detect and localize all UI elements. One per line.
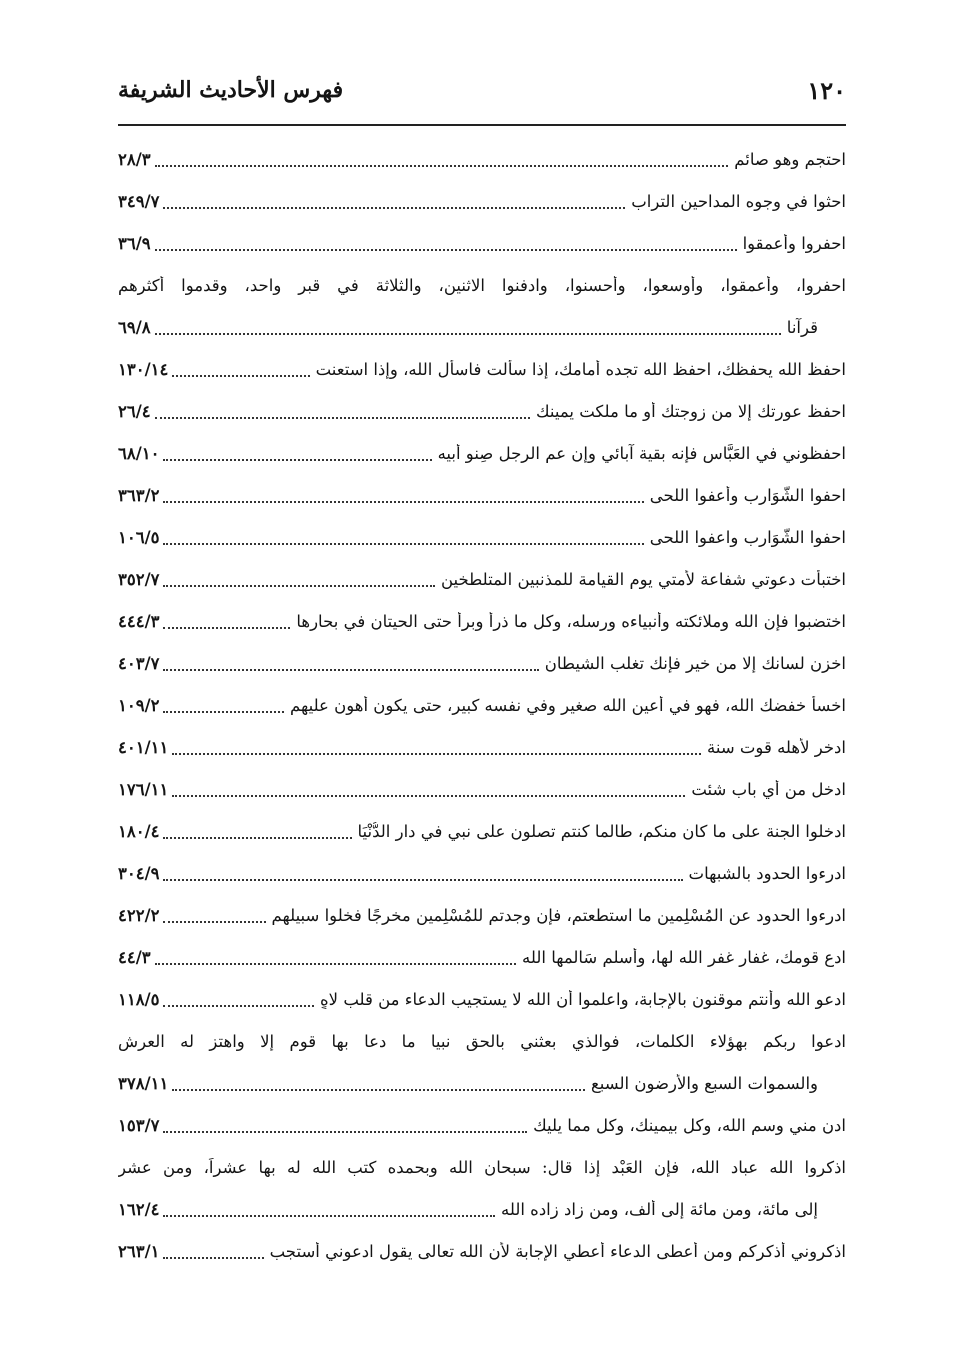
entry-reference: ١٧٦/١١	[118, 779, 169, 799]
dot-leader	[163, 987, 314, 1007]
entry-text: اخسأ خفضك الله، فهو في أعين الله صغير وفي نفسه كبير، حتى يكون أهون عليهم	[290, 695, 846, 715]
entry-text: ادخر لأهله قوت سنة	[707, 737, 846, 757]
dot-leader	[172, 1071, 585, 1091]
dot-leader	[155, 945, 516, 965]
index-entry	[118, 432, 846, 474]
entry-reference: ١٣٠/١٤	[118, 359, 169, 379]
dot-leader	[163, 903, 265, 923]
entry-text: احثوا في وجوه المداحين التراب	[631, 191, 846, 211]
dot-leader	[163, 861, 682, 881]
entry-text: احفظوني في العَبَّاس فإنه بقية آبائي وإن عم الرجل صِنو أبيه	[437, 443, 846, 463]
index-entry	[118, 642, 846, 684]
entry-reference: ٦٩/٨	[118, 317, 151, 337]
dot-leader	[172, 357, 309, 377]
dot-leader	[155, 231, 737, 251]
entry-text: ادن مني وسم الله، وكل بيمينك، وكل مما يليك	[533, 1115, 846, 1135]
page-header	[118, 62, 846, 118]
index-entry	[118, 138, 846, 180]
index-entry	[118, 558, 846, 600]
dot-leader	[163, 819, 351, 839]
dot-leader	[163, 1239, 263, 1259]
index-entry-continuation	[118, 1062, 846, 1104]
dot-leader	[155, 147, 729, 167]
entry-text: اذكروني أذكركم ومن أعطى الدعاء أعطي الإجابة لأن الله تعالى يقول ادعوني أستجب	[269, 1241, 846, 1261]
entry-text: ادخل من أي باب شئت	[691, 779, 846, 799]
index-entry	[118, 852, 846, 894]
entry-reference: ٣٧٨/١١	[118, 1073, 169, 1093]
index-entry	[118, 1104, 846, 1146]
dot-leader	[172, 777, 685, 797]
entry-text: ادرءوا الحدود بالشبهات	[688, 863, 846, 883]
page-number: ١٢٠	[807, 75, 846, 105]
index-entry	[118, 600, 846, 642]
entry-reference: ٤٢٢/٢	[118, 905, 160, 925]
entry-text: ادعو الله وأنتم موقنون بالإجابة، واعلموا أن الله لا يستجيب الدعاء من قلب لاهٍ	[320, 989, 846, 1009]
index-entry	[118, 1230, 846, 1272]
entry-text: اختضبوا فإن الله وملائكته وأنبياءه ورسله، وكل ما ذرأ وبرأ حتى الحيتان في بحارها	[296, 611, 846, 631]
entry-text: احفظ عورتك إلا من زوجتك أو ما ملكت يمينك	[535, 401, 846, 421]
index-entry	[118, 978, 846, 1020]
header-rule	[118, 124, 846, 126]
entry-reference: ٣٦٣/٢	[118, 485, 160, 505]
index-entry	[118, 180, 846, 222]
dot-leader	[163, 441, 431, 461]
dot-leader	[163, 189, 625, 209]
index-entry-continuation	[118, 306, 846, 348]
dot-leader	[163, 567, 434, 587]
index-entry	[118, 1020, 846, 1062]
dot-leader	[163, 1113, 527, 1133]
entry-text: ادرءوا الحدود عن المُسْلِمين ما استطعتم، فإن وجدتم للمُسْلِمين مخرجًا فخلوا سبيلهم	[271, 905, 846, 925]
index-entry	[118, 684, 846, 726]
entry-reference: ٤٠١/١١	[118, 737, 169, 757]
entry-reference: ١٨٠/٤	[118, 821, 160, 841]
entry-text: ادخلوا الجنة على ما كان منكم، طالما كنتم تصلون على نبي في دار الدُّنْيَا	[357, 821, 846, 841]
entry-text: اذكروا الله عباد الله، فإن العَبْد إذا قال: سبحان الله وبحمده كتب الله له بها عشراً، ومن عشر	[118, 1157, 846, 1177]
entry-text: احفظ الله يحفظك، احفظ الله تجده أمامك، إذا سألت فاسأل الله، وإذا استعنت	[315, 359, 846, 379]
page-title: فهرس الأحاديث الشريفة	[118, 77, 344, 103]
entry-reference: ٣٠٤/٩	[118, 863, 160, 883]
index-entry	[118, 474, 846, 516]
dot-leader	[163, 693, 284, 713]
dot-leader	[163, 525, 643, 545]
dot-leader	[172, 735, 701, 755]
index-entry	[118, 768, 846, 810]
hadith-index-list	[118, 138, 846, 1272]
entry-text: احفروا، وأعمقوا، وأوسعوا، وأحسنوا، وادفنوا الاثنين، والثلاثة في قبر واحد، وقدموا أكثرهم	[118, 275, 846, 295]
entry-reference: ١٠٩/٢	[118, 695, 160, 715]
entry-reference: ١٠٦/٥	[118, 527, 160, 547]
index-entry	[118, 810, 846, 852]
index-entry-continuation	[118, 1188, 846, 1230]
entry-text: احفوا الشَّوَارب وأعفوا اللحى	[649, 485, 846, 505]
entry-text: إلى مائة، ومن مائة إلى ألف، ومن زاد زاده الله	[501, 1199, 818, 1219]
entry-reference: ١٦٢/٤	[118, 1199, 160, 1219]
entry-reference: ٢٦٣/١	[118, 1241, 160, 1261]
dot-leader	[163, 483, 643, 503]
entry-reference: ٦٨/١٠	[118, 443, 160, 463]
index-entry	[118, 936, 846, 978]
index-entry	[118, 1146, 846, 1188]
entry-reference: ٢٨/٣	[118, 149, 151, 169]
entry-reference: ١١٨/٥	[118, 989, 160, 1009]
dot-leader	[155, 315, 781, 335]
index-entry	[118, 894, 846, 936]
entry-reference: ٣٦/٩	[118, 233, 151, 253]
entry-text: ادع قومك، غفار غفر الله لها، وأسلم سَالمها الله	[522, 947, 846, 967]
dot-leader	[155, 399, 530, 419]
entry-reference: ٣٥٢/٧	[118, 569, 160, 589]
index-entry	[118, 222, 846, 264]
entry-text: احفروا وأعمقوا	[742, 233, 846, 253]
dot-leader	[163, 1197, 495, 1217]
dot-leader	[163, 651, 538, 671]
entry-text: اخزن لسانك إلا من خير فإنك تغلب الشيطان	[544, 653, 846, 673]
dot-leader	[163, 609, 290, 629]
entry-text: قرآنا	[786, 317, 818, 337]
index-entry	[118, 264, 846, 306]
entry-text: والسموات السبع والأرضون السبع	[591, 1073, 818, 1093]
entry-reference: ٢٦/٤	[118, 401, 151, 421]
entry-text: احتجم وهو صائم	[734, 149, 846, 169]
entry-text: ادعوا ربكم بهؤلاء الكلمات، فوالذي بعثني بالحق نبيا ما دعا بها قوم إلا واهتز له العرش	[118, 1031, 846, 1051]
entry-text: احفوا الشَّوَارِب واعفوا اللحى	[649, 527, 846, 547]
entry-reference: ٤٤/٣	[118, 947, 151, 967]
index-entry	[118, 348, 846, 390]
entry-reference: ٤٤٤/٣	[118, 611, 160, 631]
index-entry	[118, 726, 846, 768]
entry-reference: ٤٠٣/٧	[118, 653, 160, 673]
entry-reference: ١٥٣/٧	[118, 1115, 160, 1135]
index-entry	[118, 516, 846, 558]
entry-reference: ٣٤٩/٧	[118, 191, 160, 211]
index-entry	[118, 390, 846, 432]
entry-text: اختبأت دعوتي شفاعة لأمتي يوم القيامة للمذنبين المتلطخين	[440, 569, 846, 589]
